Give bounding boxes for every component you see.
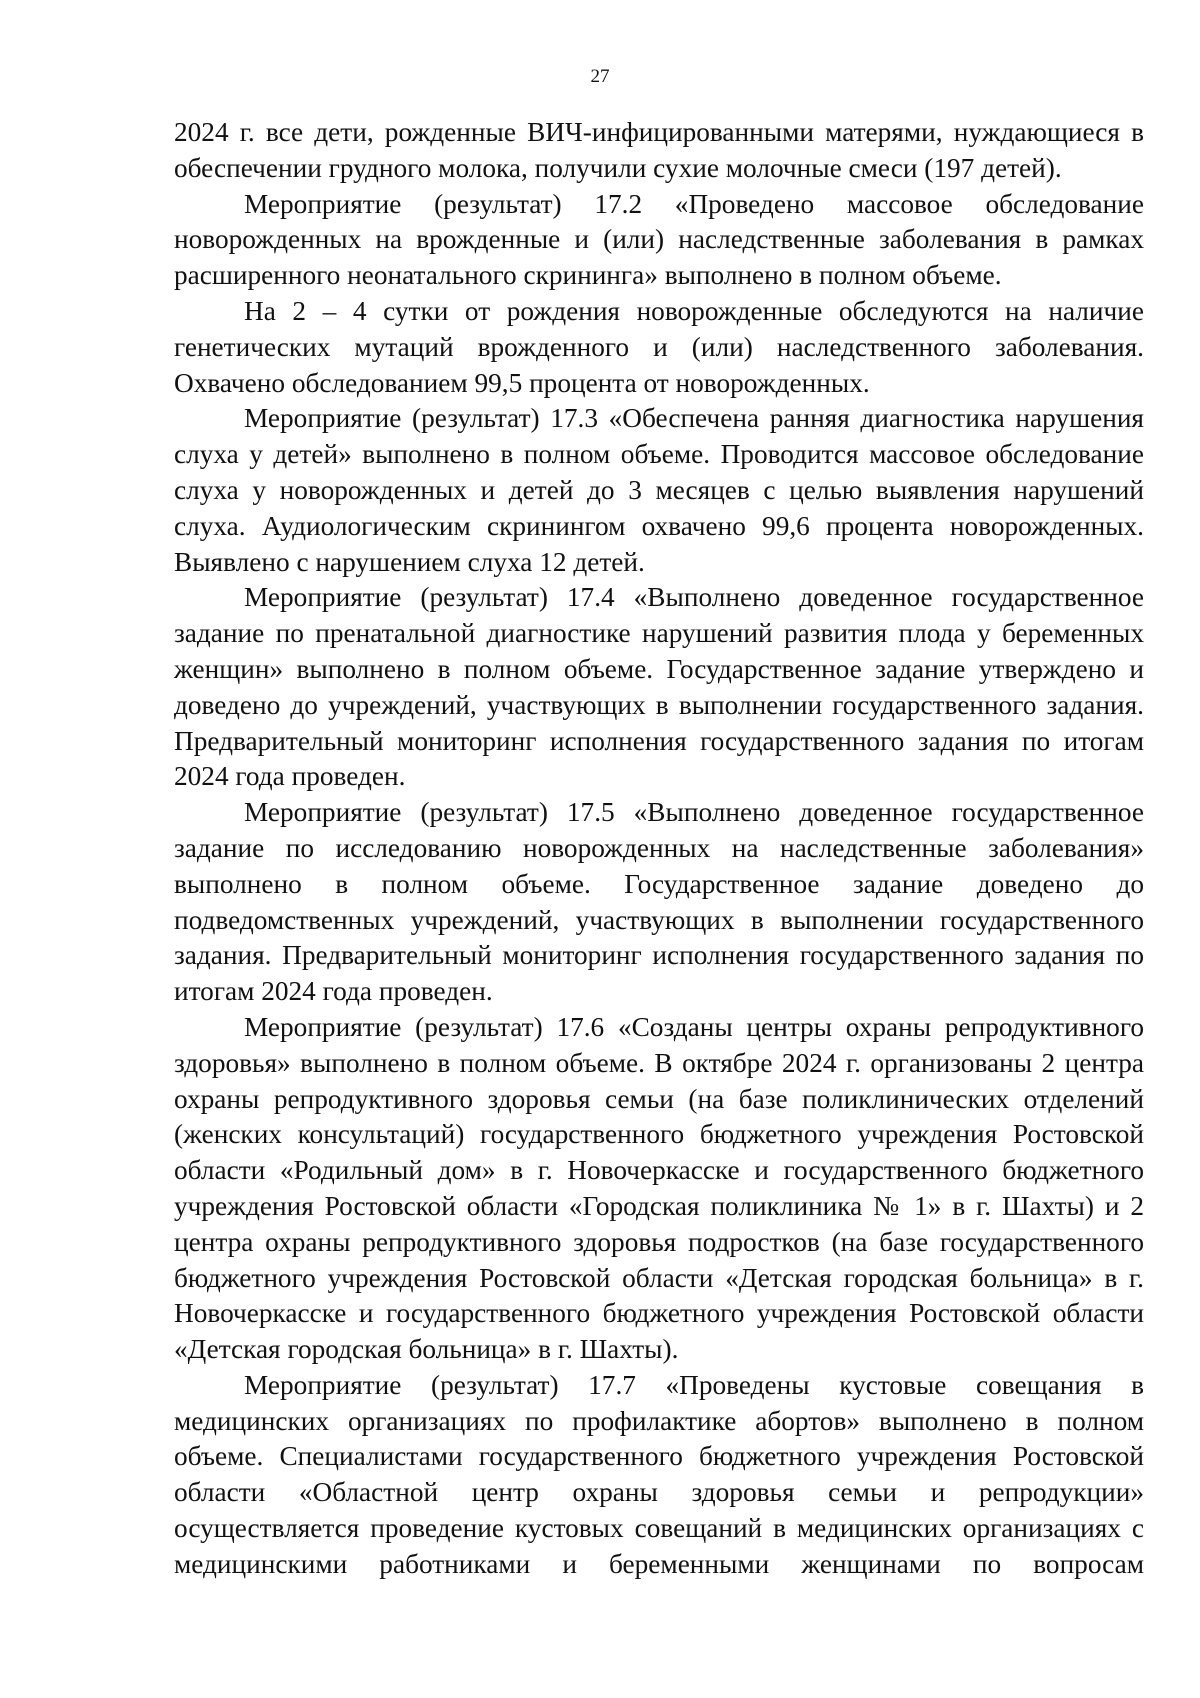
paragraph-screening-days: На 2 – 4 сутки от рождения новорожденные обследуются на наличие генетических мутаций врожденного и (или) наследственного заболевания. Охвачено обследованием 99,5 процента от новорожденных. <box>174 295 1144 398</box>
paragraph-measure-17-5: Мероприятие (результат) 17.5 «Выполнено доведенное государственное задание по исследованию новорожденных на наследственные заболевания» выполнено в полном объеме. Государственное задание доведено до подведомственных учреждений, участвующих в выполнении государственного задания. Предварительный мониторинг исполнения государственного задания по итогам 2024 года проведен. <box>174 797 1144 1007</box>
page-number: 27 <box>590 66 610 87</box>
paragraph-measure-17-6: Мероприятие (результат) 17.6 «Созданы центры охраны репродуктивного здоровья» выполнено в полном объеме. В октябре 2024 г. организованы 2 центра охраны репродуктивного здоровья семьи (на базе поликлинических отделений (женских консультаций) государственного бюджетного учреждения Ростовской области «Родильный дом» в г. Новочеркасске и государственного бюджетного учреждения Ростовской области «Городская поликлиника № 1» в г. Шахты) и 2 центра охраны репродуктивного здоровья подростков (на базе государственного бюджетного учреждения Ростовской области «Детская городская больница» в г. Новочеркасске и государственного бюджетного учреждения Ростовской области «Детская городская больница» в г. Шахты). <box>174 1011 1144 1365</box>
paragraph-continuation: 2024 г. все дети, рожденные ВИЧ-инфицированными матерями, нуждающиеся в обеспечении грудного молока, получили сухие молочные смеси (197 детей). <box>174 117 1144 183</box>
paragraph-measure-17-7: Мероприятие (результат) 17.7 «Проведены кустовые совещания в медицинских организациях по профилактике абортов» выполнено в полном объеме. Специалистами государственного бюджетного учреждения Ростовской области «Областной центр охраны здоровья семьи и репродукции» осуществляется проведение кустовых совещаний в медицинских организациях с медицинскими работниками и беременными женщинами по вопросам <box>174 1369 1144 1579</box>
paragraph-measure-17-3: Мероприятие (результат) 17.3 «Обеспечена ранняя диагностика нарушения слуха у детей» выполнено в полном объеме. Проводится массовое обследование слуха у новорожденных и детей до 3 месяцев с целью выявления нарушений слуха. Аудиологическим скринингом охвачено 99,6 процента новорожденных. Выявлено с нарушением слуха 12 детей. <box>174 403 1144 577</box>
body-text <box>174 115 1144 1583</box>
paragraph-measure-17-4: Мероприятие (результат) 17.4 «Выполнено доведенное государственное задание по пренатальной диагностике нарушений развития плода у беременных женщин» выполнено в полном объеме. Государственное задание утверждено и доведено до учреждений, участвующих в выполнении государственного задания. Предварительный мониторинг исполнения государственного задания по итогам 2024 года проведен. <box>174 582 1144 792</box>
paragraph-measure-17-2: Мероприятие (результат) 17.2 «Проведено массовое обследование новорожденных на врожденные и (или) наследственные заболевания в рамках расширенного неонатального скрининга» выполнено в полном объеме. <box>174 188 1144 291</box>
